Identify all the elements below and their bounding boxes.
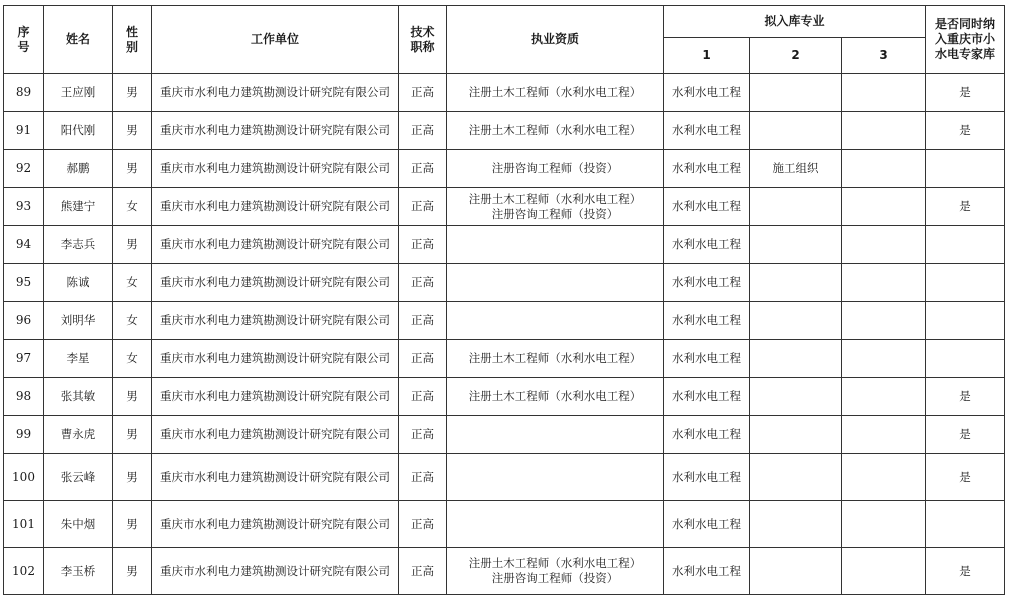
cell-major-2 (750, 74, 842, 112)
cell-qualification (447, 150, 664, 188)
cell-qualification (447, 501, 664, 548)
cell-also-include: 是 (926, 378, 1005, 416)
cell-gender: 女 (113, 340, 152, 378)
header-title (399, 6, 447, 74)
cell-gender: 男 (113, 416, 152, 454)
cell-seq: 95 (4, 264, 44, 302)
header-gender-text: 性别 (125, 24, 138, 54)
cell-unit: 重庆市水利电力建筑勘测设计研究院有限公司 (152, 378, 399, 416)
table-row (4, 548, 1005, 595)
table-row (4, 340, 1005, 378)
table-row (4, 226, 1005, 264)
qualification-line: 注册土木工程师（水利水电工程） (468, 556, 642, 570)
cell-title: 正高 (399, 454, 447, 501)
cell-name: 李玉桥 (44, 548, 113, 595)
cell-major-2 (750, 501, 842, 548)
cell-gender: 男 (113, 226, 152, 264)
cell-seq: 91 (4, 112, 44, 150)
cell-unit: 重庆市水利电力建筑勘测设计研究院有限公司 (152, 112, 399, 150)
qualification-line: 注册土木工程师（水利水电工程） (468, 85, 642, 99)
cell-gender: 女 (113, 302, 152, 340)
cell-unit: 重庆市水利电力建筑勘测设计研究院有限公司 (152, 150, 399, 188)
header-unit: 工作单位 (152, 6, 399, 74)
header-also-include (926, 6, 1005, 74)
table-row (4, 501, 1005, 548)
table-row (4, 112, 1005, 150)
cell-seq: 97 (4, 340, 44, 378)
cell-major-1: 水利水电工程 (664, 378, 750, 416)
cell-seq: 101 (4, 501, 44, 548)
cell-gender: 男 (113, 501, 152, 548)
cell-name: 朱中烟 (44, 501, 113, 548)
cell-major-3 (842, 416, 926, 454)
expert-table (3, 5, 1005, 595)
table-row (4, 150, 1005, 188)
cell-also-include: 是 (926, 454, 1005, 501)
cell-major-3 (842, 454, 926, 501)
cell-also-include: 是 (926, 416, 1005, 454)
cell-major-2 (750, 264, 842, 302)
qualification-line: 注册土木工程师（水利水电工程） (468, 123, 642, 137)
header-name: 姓名 (44, 6, 113, 74)
cell-name: 李星 (44, 340, 113, 378)
cell-seq: 99 (4, 416, 44, 454)
cell-qualification (447, 264, 664, 302)
cell-major-2 (750, 112, 842, 150)
cell-major-1: 水利水电工程 (664, 188, 750, 226)
cell-major-1: 水利水电工程 (664, 501, 750, 548)
cell-major-3 (842, 378, 926, 416)
table-row (4, 74, 1005, 112)
cell-qualification (447, 74, 664, 112)
table-row (4, 378, 1005, 416)
cell-major-3 (842, 226, 926, 264)
cell-title: 正高 (399, 302, 447, 340)
cell-seq: 100 (4, 454, 44, 501)
cell-title: 正高 (399, 501, 447, 548)
cell-major-2 (750, 188, 842, 226)
header-gender (113, 6, 152, 74)
header-major-group: 拟入库专业 (664, 6, 926, 38)
cell-major-1: 水利水电工程 (664, 264, 750, 302)
cell-title: 正高 (399, 150, 447, 188)
qualification-line: 注册土木工程师（水利水电工程） (468, 389, 642, 403)
cell-qualification (447, 548, 664, 595)
qualification-line: 注册咨询工程师（投资） (491, 206, 619, 221)
cell-title: 正高 (399, 188, 447, 226)
cell-qualification (447, 188, 664, 226)
cell-major-3 (842, 264, 926, 302)
qualification-line: 注册咨询工程师（投资） (491, 571, 619, 585)
cell-seq: 89 (4, 74, 44, 112)
cell-also-include (926, 340, 1005, 378)
cell-major-3 (842, 548, 926, 595)
cell-unit: 重庆市水利电力建筑勘测设计研究院有限公司 (152, 340, 399, 378)
cell-gender: 男 (113, 74, 152, 112)
cell-name: 郝鹏 (44, 150, 113, 188)
header-seq (4, 6, 44, 74)
header-major-1: 1 (664, 38, 750, 74)
table-row (4, 454, 1005, 501)
cell-name: 李志兵 (44, 226, 113, 264)
qualification-line: 注册土木工程师（水利水电工程） (468, 351, 642, 365)
cell-major-1: 水利水电工程 (664, 226, 750, 264)
cell-unit: 重庆市水利电力建筑勘测设计研究院有限公司 (152, 501, 399, 548)
cell-unit: 重庆市水利电力建筑勘测设计研究院有限公司 (152, 74, 399, 112)
cell-qualification (447, 226, 664, 264)
cell-seq: 94 (4, 226, 44, 264)
cell-qualification (447, 112, 664, 150)
cell-seq: 92 (4, 150, 44, 188)
cell-gender: 女 (113, 188, 152, 226)
cell-seq: 93 (4, 188, 44, 226)
header-major-3: 3 (842, 38, 926, 74)
cell-seq: 98 (4, 378, 44, 416)
header-seq-text: 序号 (17, 24, 30, 54)
table-header (4, 6, 1005, 74)
cell-also-include (926, 302, 1005, 340)
cell-unit: 重庆市水利电力建筑勘测设计研究院有限公司 (152, 302, 399, 340)
cell-title: 正高 (399, 378, 447, 416)
cell-major-2 (750, 548, 842, 595)
cell-unit: 重庆市水利电力建筑勘测设计研究院有限公司 (152, 226, 399, 264)
cell-major-3 (842, 302, 926, 340)
cell-title: 正高 (399, 226, 447, 264)
cell-name: 王应刚 (44, 74, 113, 112)
cell-qualification (447, 416, 664, 454)
cell-major-3 (842, 112, 926, 150)
cell-also-include (926, 264, 1005, 302)
table-row (4, 302, 1005, 340)
cell-major-2 (750, 226, 842, 264)
cell-also-include (926, 150, 1005, 188)
header-major-2: 2 (750, 38, 842, 74)
cell-major-1: 水利水电工程 (664, 112, 750, 150)
cell-name: 刘明华 (44, 302, 113, 340)
cell-major-3 (842, 340, 926, 378)
cell-unit: 重庆市水利电力建筑勘测设计研究院有限公司 (152, 188, 399, 226)
cell-major-3 (842, 150, 926, 188)
header-title-text: 技术职称 (410, 24, 435, 54)
cell-major-3 (842, 74, 926, 112)
qualification-line: 注册咨询工程师（投资） (491, 161, 619, 175)
cell-gender: 男 (113, 454, 152, 501)
cell-major-3 (842, 188, 926, 226)
cell-qualification (447, 454, 664, 501)
table-row (4, 416, 1005, 454)
cell-title: 正高 (399, 548, 447, 595)
cell-major-2 (750, 302, 842, 340)
cell-name: 张云峰 (44, 454, 113, 501)
cell-qualification (447, 302, 664, 340)
cell-gender: 男 (113, 548, 152, 595)
cell-gender: 男 (113, 150, 152, 188)
table-body (4, 74, 1005, 595)
cell-title: 正高 (399, 112, 447, 150)
cell-name: 张其敏 (44, 378, 113, 416)
cell-seq: 96 (4, 302, 44, 340)
cell-qualification (447, 340, 664, 378)
expert-list-sheet (3, 5, 1004, 595)
cell-major-1: 水利水电工程 (664, 74, 750, 112)
cell-major-2 (750, 378, 842, 416)
cell-major-1: 水利水电工程 (664, 302, 750, 340)
cell-major-3 (842, 501, 926, 548)
cell-gender: 男 (113, 112, 152, 150)
cell-title: 正高 (399, 264, 447, 302)
cell-title: 正高 (399, 74, 447, 112)
header-qualification: 执业资质 (447, 6, 664, 74)
cell-gender: 男 (113, 378, 152, 416)
cell-major-2 (750, 454, 842, 501)
cell-unit: 重庆市水利电力建筑勘测设计研究院有限公司 (152, 548, 399, 595)
table-row (4, 264, 1005, 302)
cell-also-include: 是 (926, 74, 1005, 112)
cell-qualification (447, 378, 664, 416)
cell-gender: 女 (113, 264, 152, 302)
table-row (4, 188, 1005, 226)
cell-title: 正高 (399, 340, 447, 378)
cell-also-include: 是 (926, 548, 1005, 595)
cell-unit: 重庆市水利电力建筑勘测设计研究院有限公司 (152, 416, 399, 454)
cell-major-2 (750, 416, 842, 454)
cell-unit: 重庆市水利电力建筑勘测设计研究院有限公司 (152, 454, 399, 501)
cell-major-1: 水利水电工程 (664, 150, 750, 188)
cell-major-2: 施工组织 (750, 150, 842, 188)
cell-major-2 (750, 340, 842, 378)
qualification-line: 注册土木工程师（水利水电工程） (468, 191, 642, 206)
cell-major-1: 水利水电工程 (664, 548, 750, 595)
cell-title: 正高 (399, 416, 447, 454)
cell-also-include (926, 226, 1005, 264)
cell-major-1: 水利水电工程 (664, 454, 750, 501)
cell-name: 熊建宁 (44, 188, 113, 226)
cell-name: 阳代刚 (44, 112, 113, 150)
cell-also-include: 是 (926, 112, 1005, 150)
cell-name: 曹永虎 (44, 416, 113, 454)
cell-seq: 102 (4, 548, 44, 595)
cell-also-include (926, 501, 1005, 548)
cell-name: 陈诚 (44, 264, 113, 302)
cell-also-include: 是 (926, 188, 1005, 226)
header-also-include-text: 是否同时纳入重庆市小水电专家库 (934, 17, 995, 61)
cell-major-1: 水利水电工程 (664, 340, 750, 378)
cell-major-1: 水利水电工程 (664, 416, 750, 454)
cell-unit: 重庆市水利电力建筑勘测设计研究院有限公司 (152, 264, 399, 302)
